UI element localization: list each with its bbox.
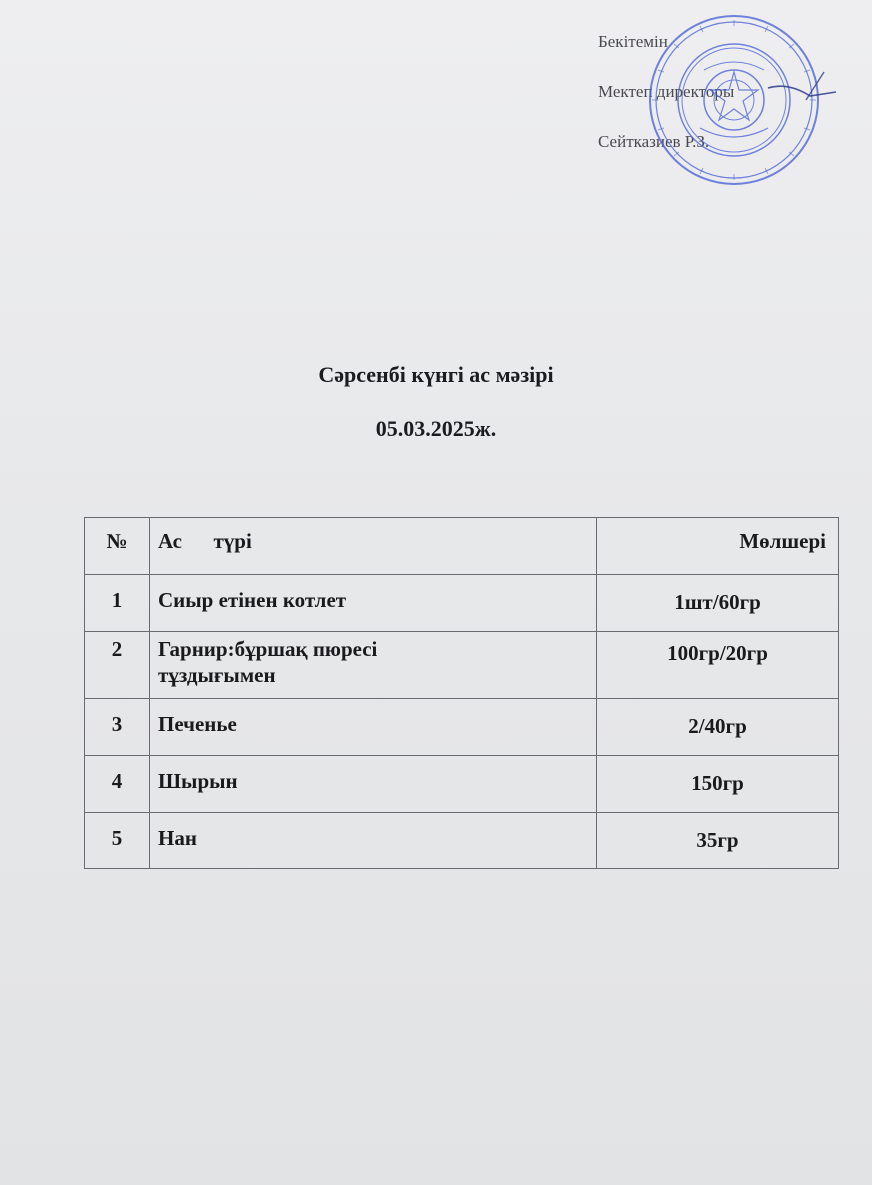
approval-line-signatory: Сейтказиев Р.З.: [598, 132, 710, 151]
row-number: 5: [85, 813, 150, 869]
row-number: 2: [85, 632, 150, 699]
row-dish: Сиыр етінен котлет: [150, 575, 597, 632]
table-row: [85, 575, 839, 632]
approval-line-approved: Бекітемін: [598, 32, 668, 51]
table-header-row: [85, 518, 839, 575]
row-quantity: 150гр: [597, 756, 839, 813]
row-dish: Печенье: [150, 699, 597, 756]
row-quantity: 1шт/60гр: [597, 575, 839, 632]
row-dish: Гарнир:бұршақ пюресі тұздығымен: [150, 632, 597, 699]
row-quantity: 100гр/20гр: [597, 632, 839, 699]
table-row: [85, 699, 839, 756]
approval-line-position: Мектеп директоры: [598, 82, 735, 101]
page-title: Сәрсенбі күнгі ас мәзірі: [318, 362, 554, 387]
header-dish: Ас түрі: [150, 518, 597, 575]
row-quantity: 35гр: [597, 813, 839, 869]
row-number: 3: [85, 699, 150, 756]
table-row: [85, 632, 839, 699]
row-dish: Шырын: [150, 756, 597, 813]
header-number: №: [85, 518, 150, 575]
table-row: [85, 813, 839, 869]
row-quantity: 2/40гр: [597, 699, 839, 756]
row-number: 1: [85, 575, 150, 632]
header-quantity: Мөлшері: [597, 518, 839, 575]
menu-date: 05.03.2025ж.: [375, 416, 497, 441]
menu-table: [84, 517, 839, 869]
approval-block: [598, 30, 734, 154]
table-row: [85, 756, 839, 813]
row-number: 4: [85, 756, 150, 813]
row-dish: Нан: [150, 813, 597, 869]
